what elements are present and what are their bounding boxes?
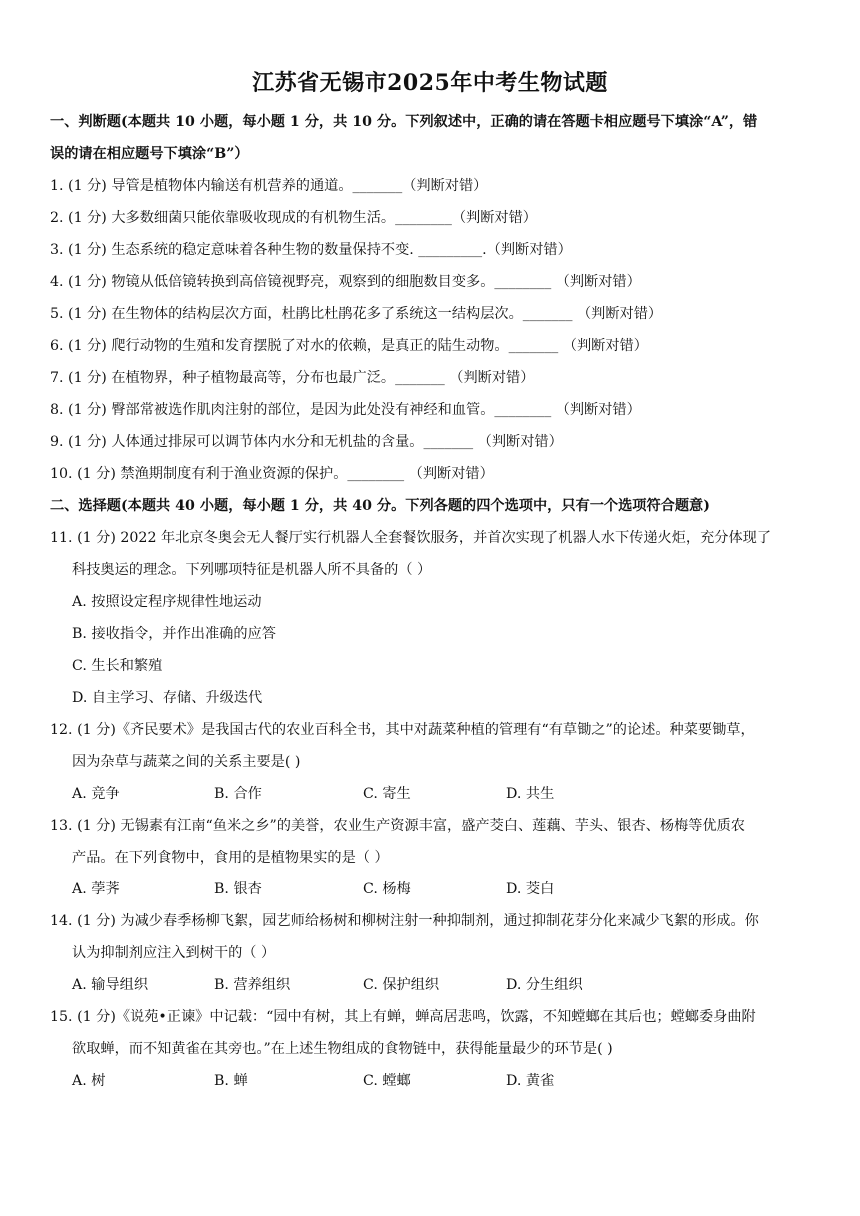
question-10: 10. (1 分) 禁渔期制度有利于渔业资源的保护。________ （判断对错） bbox=[50, 466, 494, 482]
question-13-option-a: A. 荸荠 bbox=[72, 881, 120, 897]
question-12-line2: 因为杂草与蔬菜之间的关系主要是( ) bbox=[72, 754, 301, 770]
question-8: 8. (1 分) 臀部常被选作肌肉注射的部位，是因为此处没有神经和血管。________ （判断对错） bbox=[50, 402, 641, 418]
question-11-option-d: D. 自主学习、存储、升级迭代 bbox=[72, 690, 263, 706]
question-15-option-a: A. 树 bbox=[72, 1073, 106, 1089]
question-14-option-c: C. 保护组织 bbox=[363, 977, 440, 993]
question-13-option-d: D. 茭白 bbox=[506, 881, 555, 897]
question-4: 4. (1 分) 物镜从低倍镜转换到高倍镜视野亮，观察到的细胞数目变多。________ （判断对错） bbox=[50, 274, 641, 290]
question-15-line1: 15. (1 分)《说苑•正谏》中记载：“园中有树，其上有蝉，蝉高居悲鸣，饮露，不知螳螂在其后也；螳螂委身曲附 bbox=[50, 1009, 756, 1025]
question-14-option-d: D. 分生组织 bbox=[506, 977, 583, 993]
question-15-option-c: C. 螳螂 bbox=[363, 1073, 411, 1089]
section1-heading-line2: 误的请在相应题号下填涂“B”） bbox=[50, 146, 249, 162]
question-11-option-c: C. 生长和繁殖 bbox=[72, 658, 163, 674]
question-11-option-b: B. 接收指令，并作出准确的应答 bbox=[72, 626, 276, 642]
question-11-option-a: A. 按照设定程序规律性地运动 bbox=[72, 594, 262, 610]
question-13-line2: 产品。在下列食物中，食用的是植物果实的是（ ） bbox=[72, 850, 389, 866]
question-13-option-c: C. 杨梅 bbox=[363, 881, 411, 897]
question-12-option-b: B. 合作 bbox=[214, 786, 262, 802]
section1-heading-line1: 一、判断题(本题共 10 小题，每小题 1 分，共 10 分。下列叙述中，正确的请在答题卡相应题号下填涂“A”，错 bbox=[50, 114, 758, 130]
question-15-option-d: D. 黄雀 bbox=[506, 1073, 555, 1089]
question-13-option-b: B. 银杏 bbox=[214, 881, 262, 897]
question-14-line1: 14. (1 分) 为减少春季杨柳飞絮，园艺师给杨树和柳树注射一种抑制剂，通过抑制花芽分化来减少飞絮的形成。你 bbox=[50, 913, 759, 929]
question-12-option-d: D. 共生 bbox=[506, 786, 555, 802]
page-title: 江苏省无锡市2025年中考生物试题 bbox=[252, 70, 608, 96]
question-11-line1: 11. (1 分) 2022 年北京冬奥会无人餐厅实行机器人全套餐饮服务，并首次实现了机器人水下传递火炬，充分体现了 bbox=[50, 530, 772, 546]
question-11-line2: 科技奥运的理念。下列哪项特征是机器人所不具备的（ ） bbox=[72, 562, 432, 578]
question-1: 1. (1 分) 导管是植物体内输送有机营养的通道。_______（判断对错） bbox=[50, 178, 488, 194]
question-12-line1: 12. (1 分)《齐民要术》是我国古代的农业百科全书，其中对蔬菜种植的管理有“有草锄之”的论述。种菜要锄草， bbox=[50, 722, 755, 738]
question-12-option-a: A. 竞争 bbox=[72, 786, 120, 802]
question-14-option-a: A. 输导组织 bbox=[72, 977, 149, 993]
question-2: 2. (1 分) 大多数细菌只能依靠吸收现成的有机物生活。________（判断对错） bbox=[50, 210, 537, 226]
question-15-option-b: B. 蝉 bbox=[214, 1073, 248, 1089]
question-7: 7. (1 分) 在植物界，种子植物最高等，分布也最广泛。_______ （判断对错） bbox=[50, 370, 535, 386]
question-15-line2: 欲取蝉，而不知黄雀在其旁也。”在上述生物组成的食物链中，获得能量最少的环节是( ) bbox=[72, 1041, 613, 1057]
section2-heading: 二、选择题(本题共 40 小题，每小题 1 分，共 40 分。下列各题的四个选项中，只有一个选项符合题意) bbox=[50, 498, 710, 514]
question-14-option-b: B. 营养组织 bbox=[214, 977, 291, 993]
question-14-line2: 认为抑制剂应注入到树干的（ ） bbox=[72, 945, 276, 961]
question-12-option-c: C. 寄生 bbox=[363, 786, 411, 802]
question-13-line1: 13. (1 分) 无锡素有江南“鱼米之乡”的美誉，农业生产资源丰富，盛产茭白、莲藕、芋头、银杏、杨梅等优质农 bbox=[50, 818, 745, 834]
question-6: 6. (1 分) 爬行动物的生殖和发育摆脱了对水的依赖，是真正的陆生动物。_______ （判断对错） bbox=[50, 338, 648, 354]
question-3: 3. (1 分) 生态系统的稳定意味着各种生物的数量保持不变. _________.（判断对错） bbox=[50, 242, 572, 258]
question-5: 5. (1 分) 在生物体的结构层次方面，杜鹃比杜鹃花多了系统这一结构层次。_______ （判断对错） bbox=[50, 306, 663, 322]
question-9: 9. (1 分) 人体通过排尿可以调节体内水分和无机盐的含量。_______ （判断对错） bbox=[50, 434, 563, 450]
